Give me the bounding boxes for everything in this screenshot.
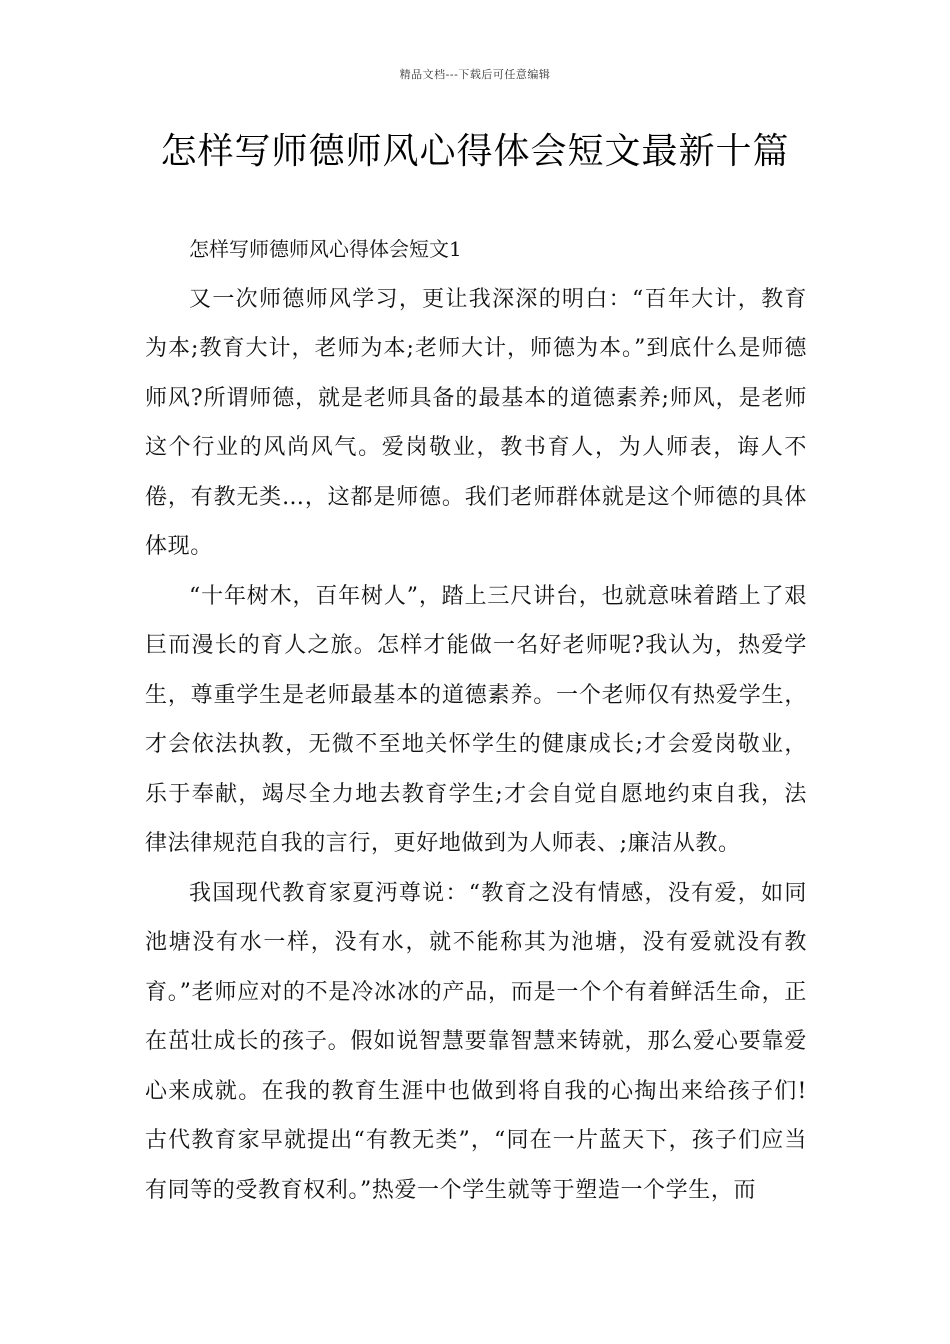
section-heading: 怎样写师德师风心得体会短文1	[189, 237, 462, 261]
header-note: 精品文档---下载后可任意编辑	[399, 68, 551, 81]
paragraph-3: 我国现代教育家夏沔尊说：“教育之没有情感，没有爱，如同池塘没有水一样，没有水，就不能称其为池塘，没有爱就没有教育。”老师应对的不是冷冰冰的产品，而是一个个有着鲜活生命，正在茁壮成长的孩子。假如说智慧要靠智慧来铸就，那么爱心要靠爱心来成就。在我的教育生涯中也做到将自我的心掏出来给孩子们!古代教育家早就提出“有教无类”，“同在一片蓝天下，孩子们应当有同等的受教育权利。”热爱一个学生就等于塑造一个学生，而	[145, 880, 807, 1203]
paragraph-2: “十年树木，百年树人”，踏上三尺讲台，也就意味着踏上了艰巨而漫长的育人之旅。怎样才能做一名好老师呢?我认为，热爱学生，尊重学生是老师最基本的道德素养。一个老师仅有热爱学生，才会依法执教，无微不至地关怀学生的健康成长;才会爱岗敬业，乐于奉献，竭尽全力地去教育学生;才会自觉自愿地约束自我，法律法律规范自我的言行，更好地做到为人师表、;廉洁从教。	[145, 583, 807, 856]
paragraph-1: 又一次师德师风学习，更让我深深的明白：“百年大计，教育为本;教育大计，老师为本;老师大计，师德为本。”到底什么是师德师风?所谓师德，就是老师具备的最基本的道德素养;师风，是老师这个行业的风尚风气。爱岗敬业，教书育人，为人师表，诲人不倦，有教无类…，这都是师德。我们老师群体就是这个师德的具体体现。	[145, 286, 807, 559]
document-title: 怎样写师德师风心得体会短文最新十篇	[160, 131, 790, 172]
document-body	[145, 225, 807, 1215]
